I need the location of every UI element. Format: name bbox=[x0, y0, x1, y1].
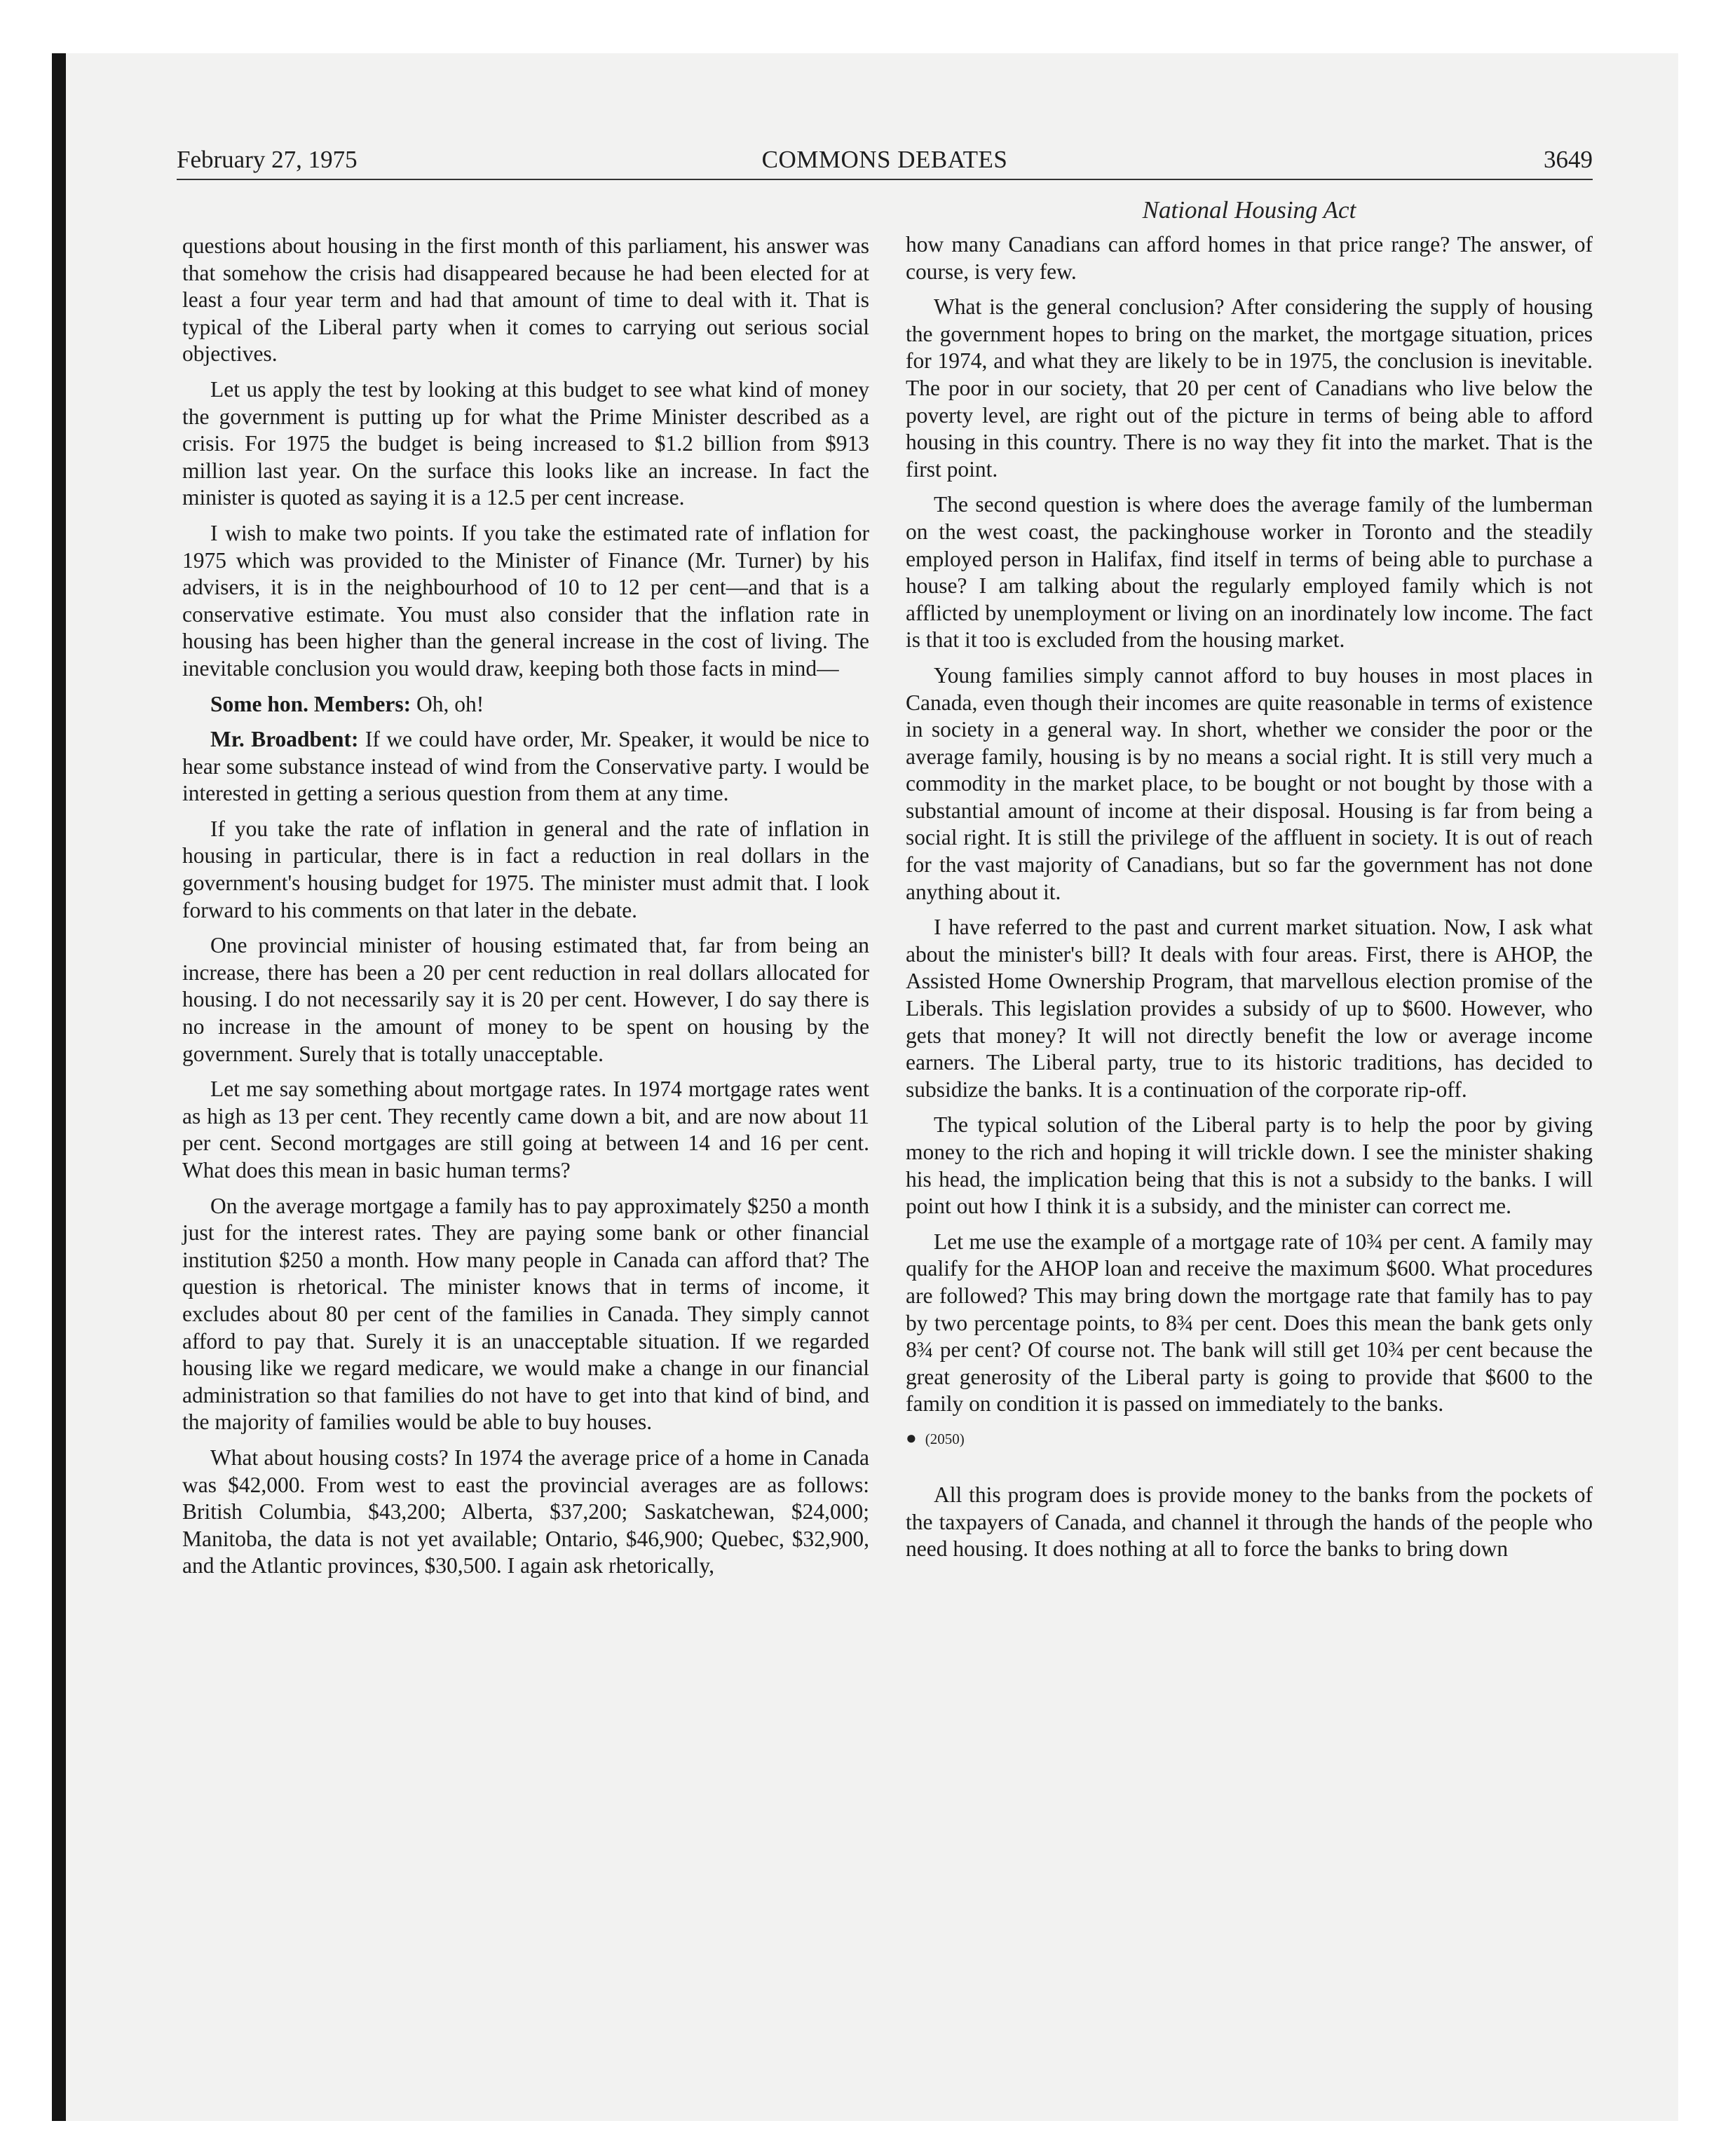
paragraph: I have referred to the past and current market situation. Now, I ask what about the minister's bill? It deals with four areas. First, there is AHOP, the Assisted Home Ownership Program, that marvellous election promise of the Liberals. This legislation provides a subsidy of up to $600. However, who gets that money? It will not directly benefit the low or average income earners. The Liberal party, true to its historic traditions, has decided to subsidize the banks. It is a continuation of the corporate rip-off. bbox=[906, 915, 1593, 1102]
interjection bbox=[182, 691, 869, 718]
paragraph: The second question is where does the average family of the lumberman on the west coast, the packinghouse worker in Toronto and the steadily employed person in Halifax, find itself in terms of being able to purchase a house? I am talking about the regularly employed family which is not afflicted by unemployment or living on an inordinately low income. The fact is that it too is excluded from the housing market. bbox=[906, 492, 1593, 653]
time-marker bbox=[906, 1428, 1593, 1449]
paragraph: On the average mortgage a family has to pay approximately $250 a month just for the interest rates. They are paying some bank or other financial institution $250 a month. How many people in Canada can afford that? The question is rhetorical. The minister knows that in terms of income, it excludes about 80 per cent of the families in Canada. They simply cannot afford to pay that. Surely it is an unacceptable situation. If we regarded housing like we regard medicare, we would make a change in our financial administration so that families do not have to get into that kind of bind, and the majority of families would be able to buy houses. bbox=[182, 1193, 869, 1435]
time-marker-label: (2050) bbox=[925, 1430, 965, 1447]
speech-text: If we could have order, Mr. Speaker, it would be nice to hear some substance instead of wind from the Conservative party. I would be interested in getting a serious question from them at any time. bbox=[182, 727, 869, 806]
paragraph: Young families simply cannot afford to buy houses in most places in Canada, even though their incomes are quite reasonable in terms of existence in society in a general way. In short, whether we consider the poor or the average family, housing is by no means a social right. It is still very much a commodity in the market place, to be bought or not bought by those with a substantial amount of income at their disposal. Housing is far from being a social right. It is still the privilege of the affluent in society. It is out of reach for the vast majority of Canadians, but so far the government has not done anything about it. bbox=[906, 662, 1593, 904]
page-number: 3649 bbox=[1544, 146, 1593, 173]
publication-title: COMMONS DEBATES bbox=[761, 146, 1008, 173]
paragraph: Let me say something about mortgage rates. In 1974 mortgage rates went as high as 13 per cent. They recently came down a bit, and are now about 11 per cent. Second mortgages are still going at between 14 and 16 per cent. What does this mean in basic human terms? bbox=[182, 1077, 869, 1182]
header-date: February 27, 1975 bbox=[177, 146, 358, 173]
speaker-name: Mr. Broadbent: bbox=[210, 727, 359, 752]
speech-text: Oh, oh! bbox=[411, 691, 484, 716]
right-column bbox=[906, 231, 1593, 1571]
running-head: National Housing Act bbox=[1142, 196, 1356, 224]
paragraph: What is the general conclusion? After considering the supply of housing the government hopes to bring on the market, the mortgage situation, prices for 1974, and what they are likely to be in 1975, the conclusion is inevitable. The poor in our society, that 20 per cent of Canadians who live below the poverty level, are right out of the picture in terms of being able to afford housing in this country. There is no way they fit into the market. That is the first point. bbox=[906, 294, 1593, 482]
paragraph: questions about housing in the first month of this parliament, his answer was that somehow the crisis had disappeared because he had been elected for at least a four year term and had that amount of time to deal with it. That is typical of the Liberal party when it comes to carrying out serious social objectives. bbox=[182, 233, 869, 367]
page-header bbox=[177, 144, 1593, 180]
left-column bbox=[182, 233, 869, 1588]
scan-border bbox=[52, 53, 66, 2121]
speaker-name: Some hon. Members: bbox=[210, 691, 411, 716]
bullet-icon: ● bbox=[906, 1427, 917, 1448]
paragraph: All this program does is provide money to the banks from the pockets of the taxpayers of Canada, and channel it through the hands of the people who need housing. It does nothing at all to force the banks to bring down bbox=[906, 1482, 1593, 1562]
paragraph: The typical solution of the Liberal party is to help the poor by giving money to the rich and hoping it will trickle down. I see the minister shaking his head, the implication being that this is not a subsidy to the banks. I will point out how I think it is a subsidy, and the minister can correct me. bbox=[906, 1112, 1593, 1219]
paragraph: One provincial minister of housing estimated that, far from being an increase, there has been a 20 per cent reduction in real dollars allocated for housing. I do not necessarily say it is 20 per cent. However, I do say there is no increase in the amount of money to be spent on housing by the government. Surely that is totally unacceptable. bbox=[182, 933, 869, 1066]
paragraph: If you take the rate of inflation in general and the rate of inflation in housing in particular, there is in fact a reduction in real dollars in the government's housing budget for 1975. The minister must admit that. I look forward to his comments on that later in the debate. bbox=[182, 816, 869, 922]
paragraph: how many Canadians can afford homes in that price range? The answer, of course, is very few. bbox=[906, 232, 1593, 284]
paragraph: I wish to make two points. If you take the estimated rate of inflation for 1975 which was provided to the Minister of Finance (Mr. Turner) by his advisers, it is in the neighbourhood of 10 to 12 per cent—and that is a conservative estimate. You must also consider that the inflation rate in housing has been higher than the general increase in the cost of living. The inevitable conclusion you would draw, keeping both those facts in mind— bbox=[182, 520, 869, 681]
paragraph: What about housing costs? In 1974 the average price of a home in Canada was $42,000. From west to east the provincial averages are as follows: British Columbia, $43,200; Alberta, $37,200; Saskatchewan, $24,000; Manitoba, the data is not yet available; Ontario, $46,900; Quebec, $32,900, and the Atlantic provinces, $30,500. I again ask rhetorically, bbox=[182, 1445, 869, 1578]
paragraph: Let me use the example of a mortgage rate of 10¾ per cent. A family may qualify for the AHOP loan and receive the maximum $600. What procedures are followed? This may bring down the mortgage rate that family has to pay by two percentage points, to 8¾ per cent. Does this mean the bank gets only 8¾ per cent? Of course not. The bank will still get 10¾ per cent because the great generosity of the Liberal party is going to provide that $600 to the family on condition it is passed on immediately to the banks. bbox=[906, 1229, 1593, 1417]
speech bbox=[182, 726, 869, 807]
paragraph: Let us apply the test by looking at this budget to see what kind of money the government is putting up for what the Prime Minister described as a crisis. For 1975 the budget is being increased to $1.2 billion from $913 million last year. On the surface this looks like an increase. In fact the minister is quoted as saying it is a 12.5 per cent increase. bbox=[182, 376, 869, 510]
